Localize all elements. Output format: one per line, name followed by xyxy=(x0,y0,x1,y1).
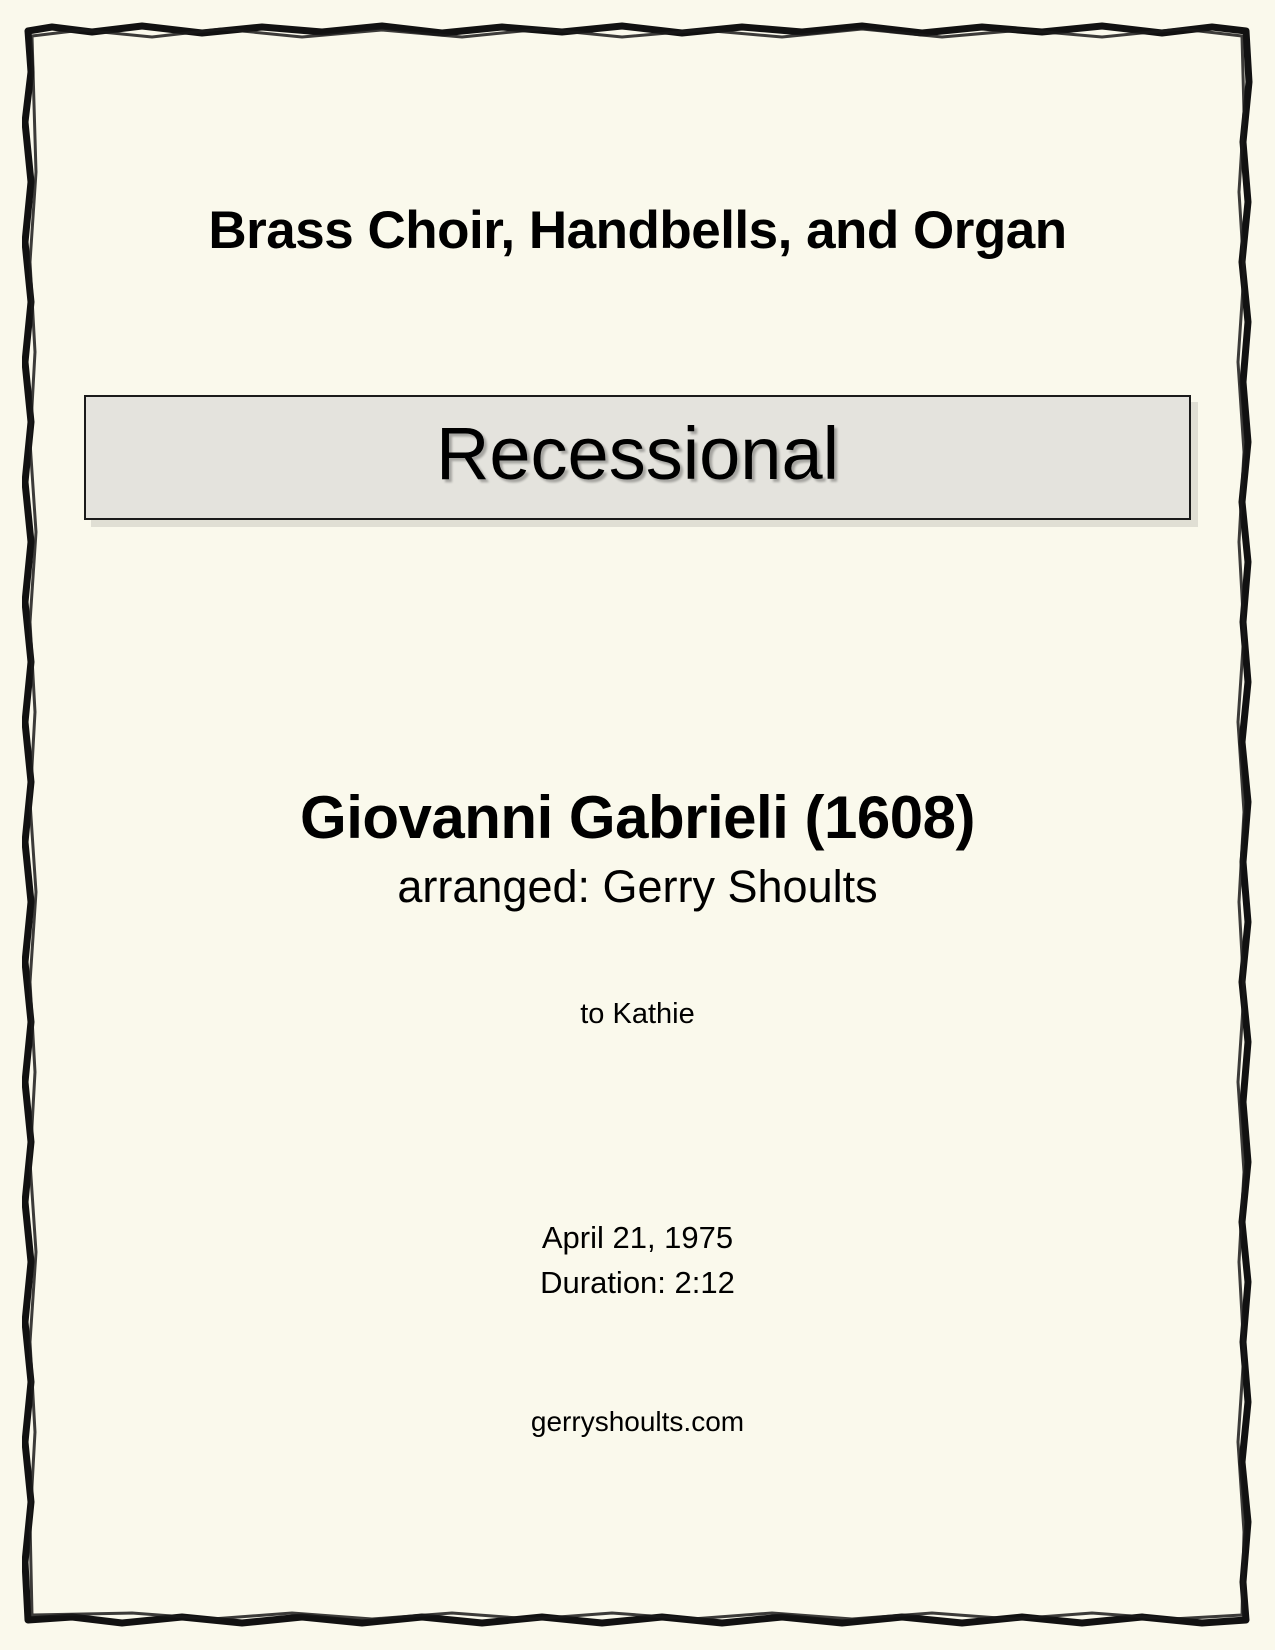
page-title: Recessional xyxy=(435,412,840,496)
cover-content xyxy=(50,50,1225,1600)
website-line: gerryshoults.com xyxy=(530,1406,745,1438)
dedication-line: to Kathie xyxy=(580,998,695,1031)
composer-line: Giovanni Gabrieli (1608) xyxy=(300,784,975,852)
title-box xyxy=(84,395,1191,520)
composition-date: April 21, 1975 xyxy=(541,1220,734,1256)
instrumentation-line: Brass Choir, Handbells, and Organ xyxy=(208,201,1067,260)
date-duration-block xyxy=(50,1216,1225,1306)
title-box-wrapper xyxy=(50,395,1225,520)
duration-line: Duration: 2:12 xyxy=(540,1265,735,1301)
arranger-line: arranged: Gerry Shoults xyxy=(397,861,878,913)
